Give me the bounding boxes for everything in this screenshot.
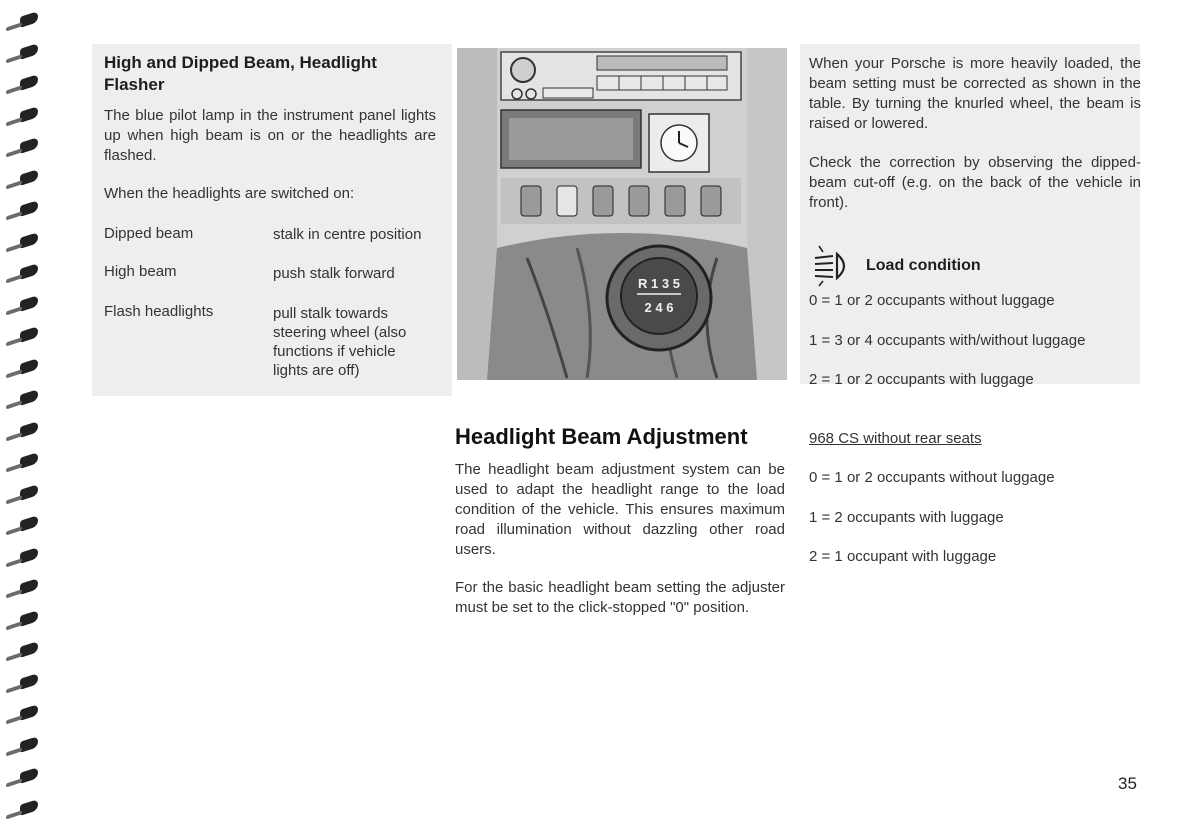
binding-ring <box>20 169 38 186</box>
console-drawing <box>457 48 787 380</box>
binding-ring <box>20 578 38 595</box>
binding-ring <box>20 11 38 28</box>
cs-item-1: 1 = 2 occupants with luggage <box>809 509 1004 526</box>
binding-ring <box>20 736 38 753</box>
row-label-high: High beam <box>104 263 177 280</box>
binding-ring <box>20 673 38 690</box>
row-value-high: push stalk forward <box>273 265 395 282</box>
check-correction-text: Check the correction by observing the dipped-beam cut-off (e.g. on the back of the vehicle in front). <box>809 154 1141 211</box>
binding-ring <box>20 137 38 154</box>
binding-ring <box>20 106 38 123</box>
binding-ring <box>20 547 38 564</box>
switched-on-text: When the headlights are switched on: <box>104 185 355 202</box>
binding-ring <box>20 200 38 217</box>
binding-ring <box>20 484 38 501</box>
row-label-dipped: Dipped beam <box>104 225 194 242</box>
heavily-loaded-text: When your Porsche is more heavily loaded, the beam setting must be corrected as shown in the table. By turning the knurled wheel, the beam is raised or lowered. <box>809 55 1141 132</box>
gear-pattern-bottom: 2 4 6 <box>644 300 674 315</box>
binding-ring <box>20 610 38 627</box>
binding-ring <box>20 389 38 406</box>
pilot-lamp-text: The blue pilot lamp in the instrument panel lights up when high beam is on or the headlights are flashed. <box>104 107 436 164</box>
cs-item-2: 2 = 1 occupant with luggage <box>809 548 997 565</box>
binding-ring <box>20 232 38 249</box>
load-item-0: 0 = 1 or 2 occupants without luggage <box>809 292 1055 309</box>
beam-heading: High and Dipped Beam, Headlight Flasher <box>104 53 377 94</box>
binding-ring <box>20 704 38 721</box>
binding-ring <box>20 263 38 280</box>
basic-setting-text: For the basic headlight beam setting the adjuster must be set to the click-stopped "0" position. <box>455 579 785 616</box>
binding-ring <box>20 799 38 816</box>
binding-ring <box>20 295 38 312</box>
spiral-binding <box>0 0 52 839</box>
adjustment-intro-text: The headlight beam adjustment system can be used to adapt the headlight range to the load condition of the vehicle. This ensures maximum road illumination without dazzling other road users. <box>455 461 785 558</box>
binding-ring <box>20 74 38 91</box>
binding-ring <box>20 767 38 784</box>
page-number: 35 <box>1118 774 1137 793</box>
binding-ring <box>20 421 38 438</box>
row-value-flash: pull stalk towards steering wheel (also functions if vehicle lights are off) <box>273 305 407 379</box>
load-item-2: 2 = 1 or 2 occupants with luggage <box>809 371 1034 388</box>
load-item-1: 1 = 3 or 4 occupants with/without luggage <box>809 332 1086 349</box>
row-label-flash: Flash headlights <box>104 303 214 320</box>
row-value-dipped: stalk in centre position <box>273 226 422 243</box>
binding-ring <box>20 43 38 60</box>
binding-ring <box>20 515 38 532</box>
beam-adjustment-heading: Headlight Beam Adjustment <box>455 424 748 449</box>
binding-ring <box>20 641 38 658</box>
cs-item-0: 0 = 1 or 2 occupants without luggage <box>809 469 1055 486</box>
binding-ring <box>20 358 38 375</box>
binding-ring <box>20 326 38 343</box>
center-console-illustration <box>457 48 787 380</box>
load-condition-title: Load condition <box>866 257 981 274</box>
binding-ring <box>20 452 38 469</box>
headlight-range-icon <box>811 244 855 288</box>
cs-model-title: 968 CS without rear seats <box>809 430 982 447</box>
gear-pattern-top: R 1 3 5 <box>638 276 680 291</box>
